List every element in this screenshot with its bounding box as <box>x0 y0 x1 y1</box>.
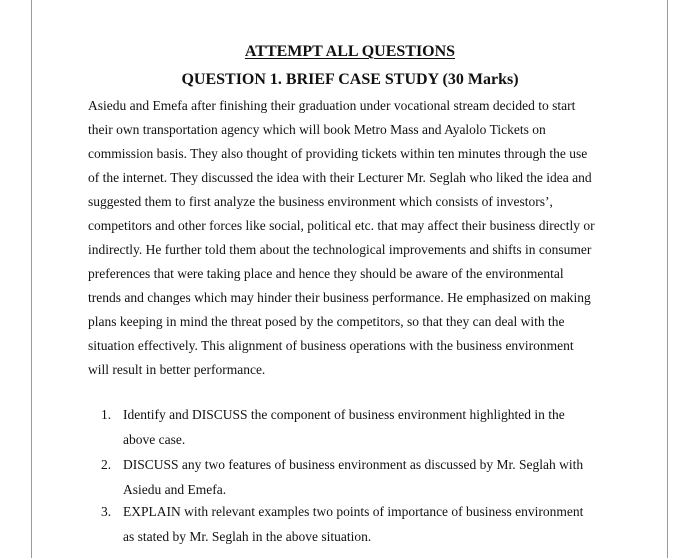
case-study-line: plans keeping in mind the threat posed by the competitors, so that they can deal with the <box>88 314 565 329</box>
case-study-line: indirectly. He further told them about the technological improvements and shifts in consumer <box>88 242 592 257</box>
question-number: 1. <box>101 407 112 422</box>
case-study-line: suggested them to first analyze the business environment which consists of investors’, <box>88 194 553 209</box>
case-study-line: commission basis. They also thought of providing tickets within ten minutes through the use <box>88 146 588 161</box>
question-text-line: Identify and DISCUSS the component of business environment highlighted in the <box>123 407 565 422</box>
case-study-line: their own transportation agency which will book Metro Mass and Ayalolo Tickets on <box>88 122 546 137</box>
question-number: 2. <box>101 457 112 472</box>
case-study-line: preferences that were taking place and hence they should be aware of the environmental <box>88 266 564 281</box>
case-study-line: will result in better performance. <box>88 362 266 377</box>
case-study-paragraph <box>88 96 648 384</box>
case-study-line: situation effectively. This alignment of business operations with the business environment <box>88 338 574 353</box>
page-title: ATTEMPT ALL QUESTIONS <box>244 43 456 60</box>
case-study-line: Asiedu and Emefa after finishing their graduation under vocational stream decided to start <box>88 98 576 113</box>
question-heading: QUESTION 1. BRIEF CASE STUDY (30 Marks) <box>181 71 519 88</box>
question-number: 3. <box>101 504 112 519</box>
case-study-line: of the internet. They discussed the idea with their Lecturer Mr. Seglah who liked the idea and <box>88 170 592 185</box>
case-study-line: trends and changes which may hinder their business performance. He emphasized on making <box>88 290 591 305</box>
case-study-line: competitors and other forces like social, political etc. that may affect their business directly or <box>88 218 595 233</box>
question-text-line: Asiedu and Emefa. <box>123 482 227 497</box>
question-text-line: EXPLAIN with relevant examples two points of importance of business environment <box>123 504 584 519</box>
question-text-line: DISCUSS any two features of business environment as discussed by Mr. Seglah with <box>123 457 584 472</box>
question-text-line: above case. <box>123 432 186 447</box>
question-text-line: as stated by Mr. Seglah in the above situation. <box>123 529 372 544</box>
